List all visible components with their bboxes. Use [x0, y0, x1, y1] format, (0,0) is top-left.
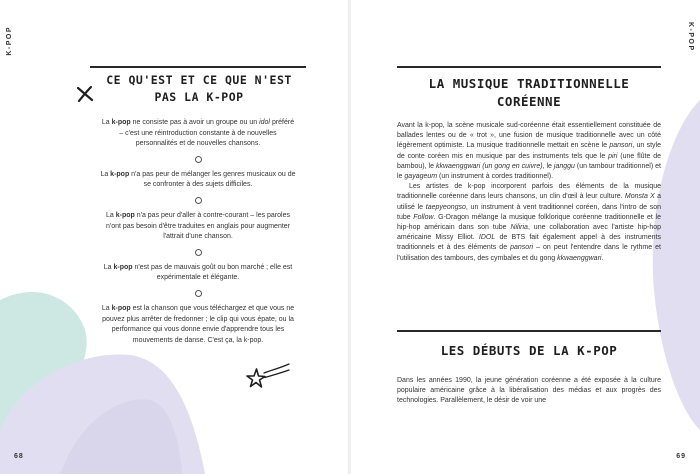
traditional-music-text	[397, 121, 661, 264]
page-number: 69	[676, 453, 686, 460]
circle-separator-icon	[195, 197, 202, 204]
running-head: K-POP	[687, 22, 694, 52]
page-heading	[88, 72, 310, 106]
heading-rule-top	[397, 66, 661, 68]
paragraph: Avant la k-pop, la scène musicale sud-coréenne était essentiellement constituée de ballades lentes ou de « trot », une fusion de musique traditionnelle avec un côté légèrement optimiste. La musique traditionnelle mettait en scène le pansori, un style de conte coréen mis en musique par des instruments tels que le piri (une flûte de bambou), le kkwaenggwari (un gong en cuivre), le janggu (un tambour traditionnel) et le gayageum (un instrument à cordes traditionnel).	[397, 122, 661, 181]
book-gutter	[348, 0, 351, 474]
right-page	[350, 0, 700, 474]
definition-item: La k-pop n'a pas peur d'aller à contre-courant – les paroles n'ont pas besoin d'être traduites en anglais pour augmenter l'attrait d'une chanson.	[105, 211, 291, 241]
shooting-star-doodle-icon	[244, 362, 292, 390]
heading-rule-top	[90, 66, 306, 68]
circle-separator-icon	[195, 156, 202, 163]
heading-line-2: CORÉENNE	[496, 94, 562, 109]
definition-list	[100, 118, 296, 346]
heading-line-2: PAS LA K-POP	[154, 90, 244, 104]
page-number: 68	[14, 453, 24, 460]
debuts-text	[397, 376, 661, 407]
section-heading-debuts: LES DÉBUTS DE LA K-POP	[440, 343, 618, 358]
definition-item: La k-pop est la chanson que vous téléchargez et que vous ne pouvez plus arrêter de fredonner ; le clip qui vous épate, ou la performance qui vous donne envie d'apprendre tous les mouvements de danse. C'est ça, la k-pop.	[101, 304, 295, 344]
paragraph: Les artistes de k-pop incorporent parfois des éléments de la musique traditionnelle coréenne dans leurs chansons, un clin d'œil à leur culture. Monsta X a utilisé le taepyeongso, un instrument à vent traditionnel coréen, dans l'intro de son tube Follow. G-Dragon mélange la musique folklorique coréenne traditionnelle et le hip-hop américain dans son tube Niliria, une collaboration avec l'artiste hip-hop américaine Missy Elliot. IDOL de BTS fait également appel à des instruments traditionnels et à des éléments de pansori – on peut l'entendre dans le rythme et l'utilisation des tambours, des cymbales et du gong kkwaenggwari.	[397, 183, 662, 262]
section-heading-traditional	[397, 75, 661, 111]
heading-line-1: CE QU'EST ET CE QUE N'EST	[106, 73, 292, 87]
section-rule	[397, 330, 661, 332]
definition-item: La k-pop n'est pas de mauvais goût ou bon marché ; elle est expérimentale et élégante.	[103, 263, 293, 282]
definition-item: La k-pop ne consiste pas à avoir un groupe ou un idol préféré – c'est une réintroduction constante à de nouvelles personnalités et de nouvelles chansons.	[101, 119, 295, 148]
running-head: K-POP	[6, 26, 13, 56]
definition-item: La k-pop n'a pas peur de mélanger les genres musicaux ou de se confronter à des sujets difficiles.	[100, 170, 296, 189]
left-page	[0, 0, 349, 474]
circle-separator-icon	[195, 249, 202, 256]
paragraph: Dans les années 1990, la jeune génération coréenne a été exposée à la culture populaire américaine grâce à la libéralisation des médias et aux progrès des technologies. Parallèlement, le désir de voir une	[397, 377, 661, 405]
heading-line-1: LA MUSIQUE TRADITIONNELLE	[428, 76, 630, 91]
circle-separator-icon	[195, 290, 202, 297]
